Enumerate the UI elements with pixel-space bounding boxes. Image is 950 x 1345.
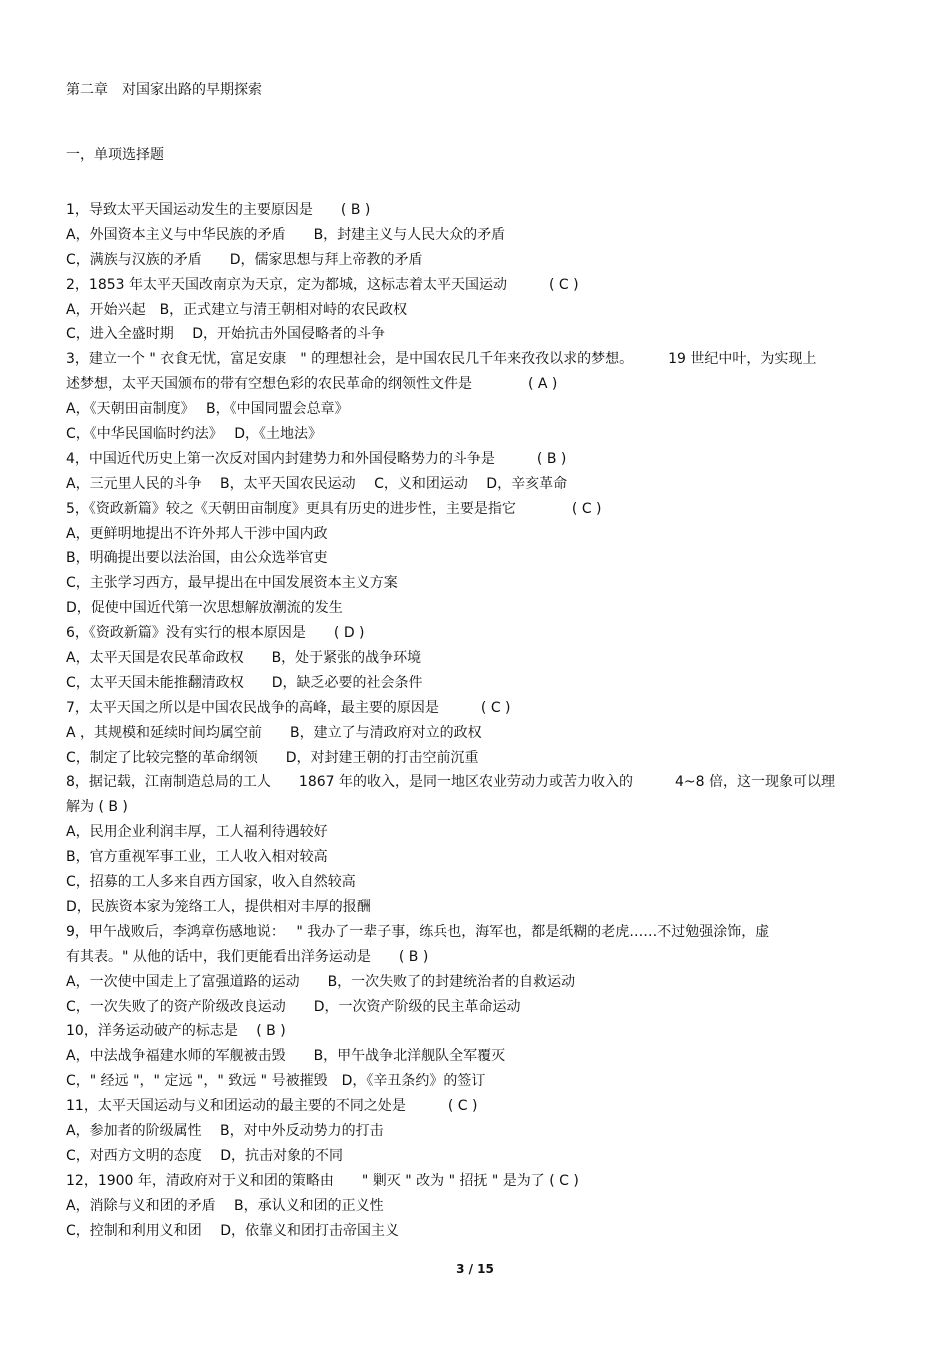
text-line: C，制定了比较完整的革命纲领 D，对封建王朝的打击空前沉重 <box>66 749 479 766</box>
text-line: A，开始兴起 B，正式建立与清王朝相对峙的农民政权 <box>66 301 408 318</box>
chapter-title: 第二章 对国家出路的早期探索 <box>66 82 262 98</box>
text-line: A，消除与义和团的矛盾 B，承认义和团的正义性 <box>66 1197 384 1214</box>
text-line: A ，其规模和延续时间均属空前 B，建立了与清政府对立的政权 <box>66 724 482 741</box>
question-list <box>66 198 876 1243</box>
page-number: 3 / 15 <box>456 1262 494 1276</box>
text-line: 12，1900 年，清政府对于义和团的策略由 " 剿灭 " 改为 " 招抚 " 是为了 ( C ) <box>66 1172 579 1189</box>
text-line: C，太平天国未能推翻清政权 D，缺乏必要的社会条件 <box>66 674 423 691</box>
text-line: D，促使中国近代第一次思想解放潮流的发生 <box>66 600 343 617</box>
text-line: C，" 经远 "，" 定远 "，" 致远 " 号被摧毁 D，《辛丑条约》的签订 <box>66 1073 486 1090</box>
text-line: B，明确提出要以法治国，由公众选举官吏 <box>66 550 328 567</box>
text-line: 解为 ( B ) <box>66 799 128 816</box>
text-line: A，《天朝田亩制度》 B，《中国同盟会总章》 <box>66 401 349 418</box>
text-line: 9，甲午战败后，李鸿章伤感地说： " 我办了一辈子事，练兵也，海军也，都是纸糊的老虎……不过勉强涂饰，虚 <box>66 923 770 940</box>
text-line: 5，《资政新篇》较之《天朝田亩制度》更具有历史的进步性，主要是指它 ( C ) <box>66 500 602 517</box>
text-line: 有其表。" 从他的话中，我们更能看出洋务运动是 ( B ) <box>66 948 429 965</box>
text-line: 10，洋务运动破产的标志是 ( B ) <box>66 1023 286 1040</box>
text-line: C，满族与汉族的矛盾 D，儒家思想与拜上帝教的矛盾 <box>66 251 423 268</box>
text-line: 6，《资政新篇》没有实行的根本原因是 ( D ) <box>66 625 365 642</box>
text-line: A，三元里人民的斗争 B，太平天国农民运动 C，义和团运动 D，辛亥革命 <box>66 475 568 492</box>
text-line: A，外国资本主义与中华民族的矛盾 B，封建主义与人民大众的矛盾 <box>66 226 506 243</box>
text-line: C，对西方文明的态度 D，抗击对象的不同 <box>66 1147 344 1164</box>
text-line: A，太平天国是农民革命政权 B，处于紧张的战争环境 <box>66 650 422 667</box>
text-line: D，民族资本家为笼络工人，提供相对丰厚的报酬 <box>66 898 371 915</box>
text-line: C，《中华民国临时约法》 D，《土地法》 <box>66 426 323 443</box>
text-line: 8，据记载，江南制造总局的工人 1867 年的收入，是同一地区农业劳动力或苦力收入的 4~8 倍，这一现象可以理 <box>66 774 835 791</box>
text-line: 4，中国近代历史上第一次反对国内封建势力和外国侵略势力的斗争是 ( B ) <box>66 450 567 467</box>
text-line: B，官方重视军事工业，工人收入相对较高 <box>66 849 328 866</box>
text-line: A，更鲜明地提出不许外邦人干涉中国内政 <box>66 525 328 542</box>
text-line: 述梦想，太平天国颁布的带有空想色彩的农民革命的纲领性文件是 ( A ) <box>66 376 558 393</box>
text-line: C，主张学习西方，最早提出在中国发展资本主义方案 <box>66 575 398 592</box>
section-title: 一，单项选择题 <box>66 147 164 163</box>
text-line: A，民用企业利润丰厚，工人福利待遇较好 <box>66 824 328 841</box>
text-line: A，参加者的阶级属性 B，对中外反动势力的打击 <box>66 1122 384 1139</box>
text-line: 11，太平天国运动与义和团运动的最主要的不同之处是 ( C ) <box>66 1098 478 1115</box>
text-line: C，控制和利用义和团 D，依靠义和团打击帝国主义 <box>66 1222 400 1239</box>
text-line: 3，建立一个 " 衣食无忧，富足安康 " 的理想社会，是中国农民几千年来孜孜以求的梦想。 19 世纪中叶，为实现上 <box>66 351 817 368</box>
text-line: 2，1853 年太平天国改南京为天京，定为都城，这标志着太平天国运动 ( C ) <box>66 276 579 293</box>
text-line: A，中法战争福建水师的军舰被击毁 B，甲午战争北洋舰队全军覆灭 <box>66 1048 506 1065</box>
text-line: C，进入全盛时期 D，开始抗击外国侵略者的斗争 <box>66 326 386 343</box>
text-line: C，招募的工人多来自西方国家，收入自然较高 <box>66 874 356 891</box>
text-line: 1，导致太平天国运动发生的主要原因是 ( B ) <box>66 202 371 218</box>
text-line: C，一次失败了的资产阶级改良运动 D，一次资产阶级的民主革命运动 <box>66 998 521 1015</box>
text-line: 7，太平天国之所以是中国农民战争的高峰，最主要的原因是 ( C ) <box>66 699 511 716</box>
text-line: A，一次使中国走上了富强道路的运动 B，一次失败了的封建统治者的自救运动 <box>66 973 576 990</box>
